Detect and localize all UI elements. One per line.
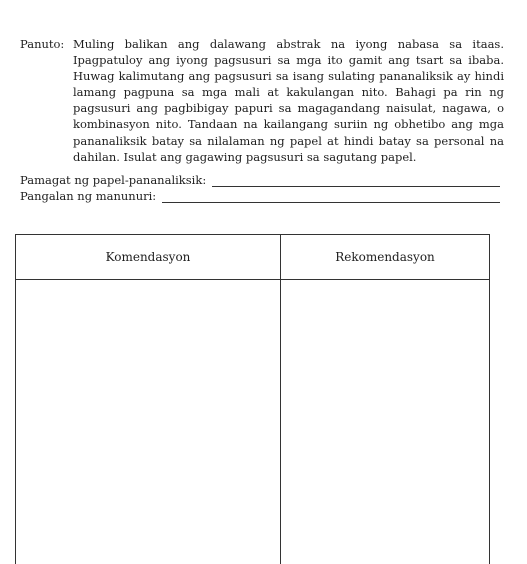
instructions-text: Muling balikan ang dalawang abstrak na iyong nabasa sa itaas. Ipagpatuloy ang iyong pagsusuri sa mga ito gamit ang tsart sa ibaba. Huwag kalimutang ang pagsusuri sa isang sulating pananaliksik ay hindi lamang pagpuna sa mga mali at kakulangan nito. Bahagi pa rin ng pagsusuri ang pagbibigay papuri sa magagandang naisulat, nagawa, o kombinasyon nito. Tandaan na kailangang suriin ng obhetibo ang mga pananaliksik batay sa nilalaman ng papel at hindi batay sa personal na dahilan. Isulat ang gagawing pagsusuri sa sagutang papel. — [73, 37, 504, 164]
review-table — [15, 234, 490, 564]
table-body-row — [16, 280, 489, 564]
paper-title-blank-line — [212, 176, 500, 187]
komendasyon-answer-cell — [16, 280, 281, 564]
header-komendasyon: Komendasyon — [16, 235, 281, 279]
reviewer-name-label: Pangalan ng manunuri: — [20, 189, 157, 203]
table-header-row — [16, 235, 489, 280]
instructions-block — [20, 36, 504, 165]
rekomendasyon-answer-cell — [281, 280, 489, 564]
header-rekomendasyon: Rekomendasyon — [335, 250, 435, 264]
reviewer-name-blank-line — [162, 192, 500, 203]
paper-title-field — [20, 173, 500, 187]
instructions-label: Panuto: — [20, 37, 65, 51]
reviewer-name-field — [20, 189, 500, 203]
paper-title-label: Pamagat ng papel-pananaliksik: — [20, 173, 207, 187]
